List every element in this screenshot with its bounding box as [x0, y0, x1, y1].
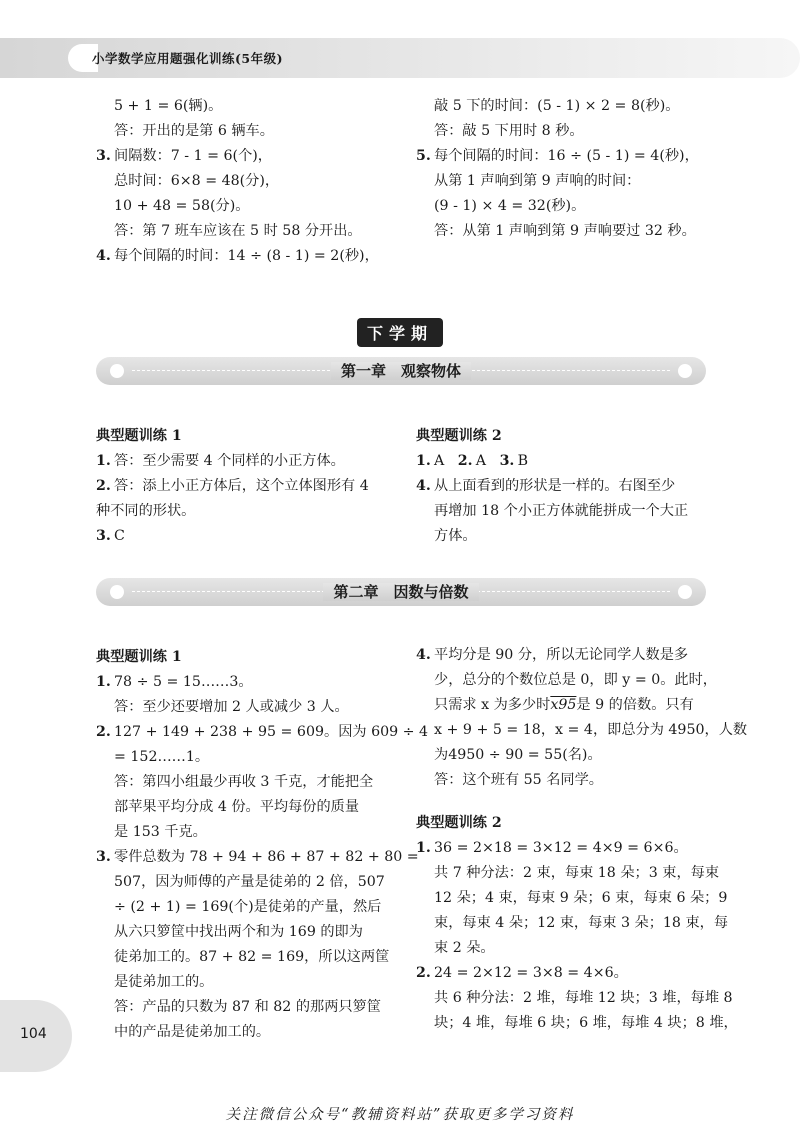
answer-text: 36 = 2×18 = 3×12 = 4×9 = 6×6。: [434, 840, 688, 856]
question-number: 2.: [96, 724, 111, 740]
question-number: 3.: [96, 148, 111, 164]
question-number: 2.: [416, 965, 431, 981]
answer-text: 徒弟加工的。87 + 82 = 169，所以这两筐: [114, 949, 390, 965]
answer-text: x + 9 + 5 = 18，x = 4，即总分为 4950，人数: [434, 722, 748, 738]
answer-text: 再增加 18 个小正方体就能拼成一个大正: [434, 503, 689, 519]
question-number: 4.: [416, 647, 431, 663]
answer-text: 从上面看到的形状是一样的。右图至少: [434, 478, 676, 494]
answer-line: 每个间隔的时间：16 ÷ (5 - 1) = 4(秒)，: [434, 148, 699, 164]
answer-text: 答：这个班有 55 名同学。: [434, 772, 603, 788]
answer-text: 是徒弟加工的。: [114, 974, 214, 990]
term-title-label: 下学期: [357, 318, 443, 347]
chapter-2-title-text: 第二章 因数与倍数: [323, 583, 478, 601]
question-2: [96, 720, 429, 745]
question-number: 3.: [499, 453, 515, 469]
answer-text: 为4950 ÷ 90 = 55(名)。: [434, 747, 602, 763]
answer-line: 10 + 48 = 58(分)。: [114, 198, 250, 214]
question-number: 2.: [457, 453, 473, 469]
answer-line: 总时间：6×8 = 48(分)，: [114, 173, 280, 189]
answer-text: 共 6 种分法：2 堆，每堆 12 块；3 堆，每堆 8: [434, 990, 733, 1006]
question-4: [96, 244, 416, 269]
answer-line: 答：开出的是第 6 辆车。: [114, 123, 274, 139]
chapter-2-bar: [96, 578, 706, 606]
answer-text: 是 153 千克。: [114, 824, 207, 840]
question-number: 3.: [96, 849, 111, 865]
questions-1-3: [416, 449, 716, 474]
question-number: 5.: [416, 148, 431, 164]
answer-text-part: 是 9 的倍数。只有: [576, 697, 694, 713]
answer-text: 平均分是 90 分，所以无论同学人数是多: [434, 647, 689, 663]
answer-text: ÷ (2 + 1) = 169(个)是徒弟的产量，然后: [114, 899, 382, 915]
answer-line: 敲 5 下的时间：(5 - 1) × 2 = 8(秒)。: [434, 98, 680, 114]
answer-text: 答：至少还要增加 2 人或减少 3 人。: [114, 699, 349, 715]
answer-text: 答：产品的只数为 87 和 82 的那两只箩筐: [114, 999, 381, 1015]
running-header-title: 小学数学应用题强化训练(5年级): [92, 51, 284, 66]
answer-text: 方体。: [434, 528, 477, 544]
answer-text: C: [114, 528, 125, 544]
answer-line: 间隔数：7 - 1 = 6(个)，: [114, 148, 272, 164]
answer-text: 部苹果平均分成 4 份。平均每份的质量: [114, 799, 360, 815]
answer-text: 块；4 堆，每堆 6 块；6 堆，每堆 4 块；8 堆，: [434, 1015, 738, 1031]
question-number: 1.: [416, 453, 431, 469]
question-number: 1.: [96, 674, 111, 690]
chapter-1-title: [96, 360, 706, 381]
answer-line: 5 + 1 = 6(辆)。: [114, 98, 223, 114]
answer-line: 答：从第 1 声响到第 9 声响要过 32 秒。: [434, 223, 696, 239]
top-left-column: [96, 94, 416, 269]
question-3: [96, 845, 419, 870]
answer-text: 束 2 朵。: [434, 940, 495, 956]
answer-text: 中的产品是徒弟加工的。: [114, 1024, 271, 1040]
spacer: [416, 793, 716, 809]
answer-text: A: [475, 453, 487, 469]
overlined-number: x95: [550, 697, 577, 713]
section-heading: 典型题训练 2: [416, 428, 502, 444]
question-2: [416, 961, 716, 986]
answer-text: 共 7 种分法：2 束，每束 18 朵；3 束，每束: [434, 865, 720, 881]
question-3: [96, 524, 406, 549]
answer-text: = 152……1。: [114, 749, 210, 765]
answer-line: 答：敲 5 下用时 8 秒。: [434, 123, 584, 139]
chapter-2-title: [96, 581, 706, 602]
answer-text-part: 只需求 x 为多少时: [434, 697, 551, 713]
section-heading: 典型题训练 2: [416, 815, 502, 831]
question-1: [416, 836, 716, 861]
question-number: 3.: [96, 528, 111, 544]
answer-text: 少，总分的个数位总是 0，即 y = 0。此时，: [434, 672, 717, 688]
question-number: 2.: [96, 478, 111, 494]
answer-text: 从六只箩筐中找出两个和为 169 的即为: [114, 924, 363, 940]
question-5: [416, 144, 716, 169]
question-2: [96, 474, 406, 499]
question-4: [416, 643, 716, 668]
answer-line: 答：第 7 班车应该在 5 时 58 分开出。: [114, 223, 362, 239]
answer-text: 127 + 149 + 238 + 95 = 609。因为 609 ÷ 4: [114, 724, 429, 740]
answer-text: B: [517, 453, 528, 469]
section-heading: 典型题训练 1: [96, 649, 182, 665]
answer-text: 78 ÷ 5 = 15……3。: [114, 674, 253, 690]
answer-text: 答：至少需要 4 个同样的小正方体。: [114, 453, 345, 469]
answer-text: 种不同的形状。: [96, 503, 196, 519]
answer-text: 24 = 2×12 = 3×8 = 4×6。: [434, 965, 628, 981]
question-number: 4.: [416, 478, 431, 494]
question-number: 4.: [96, 248, 111, 264]
answer-line: 从第 1 声响到第 9 声响的时间：: [434, 173, 641, 189]
chapter-1-left-column: [96, 422, 406, 549]
answer-text: A: [434, 453, 445, 469]
answer-line: (9 - 1) × 4 = 32(秒)。: [434, 198, 586, 214]
chapter-2-right-column: [416, 643, 748, 1036]
page-number: 104: [20, 1026, 47, 1042]
question-3: [96, 144, 416, 169]
chapter-2-left-column: [96, 643, 429, 1045]
answer-text: 答：第四小组最少再收 3 千克，才能把全: [114, 774, 374, 790]
question-number: 1.: [96, 453, 111, 469]
question-4: [416, 474, 716, 499]
answer-text: [416, 693, 716, 718]
answer-text: 507，因为师傅的产量是徒弟的 2 倍，507: [114, 874, 385, 890]
chapter-1-bar: [96, 357, 706, 385]
question-1: [96, 449, 406, 474]
top-right-column: [416, 94, 716, 244]
term-title: [0, 318, 800, 347]
question-number: 1.: [416, 840, 431, 856]
answer-text: 束，每束 4 朵；12 束，每束 3 朵；18 束，每: [434, 915, 729, 931]
answer-text: 答：添上小正方体后，这个立体图形有 4: [114, 478, 369, 494]
answer-text: 12 朵；4 束，每束 9 朵；6 束，每束 6 朵；9: [434, 890, 728, 906]
chapter-1-title-text: 第一章 观察物体: [331, 362, 471, 380]
answer-line: 每个间隔的时间：14 ÷ (8 - 1) = 2(秒)，: [114, 248, 379, 264]
answer-text: 零件总数为 78 + 94 + 86 + 87 + 82 + 80 =: [114, 849, 419, 865]
section-heading: 典型题训练 1: [96, 428, 182, 444]
question-1: [96, 670, 406, 695]
footer-note: 关注微信公众号“教辅资料站”获取更多学习资料: [225, 1107, 575, 1123]
chapter-1-right-column: [416, 422, 716, 549]
